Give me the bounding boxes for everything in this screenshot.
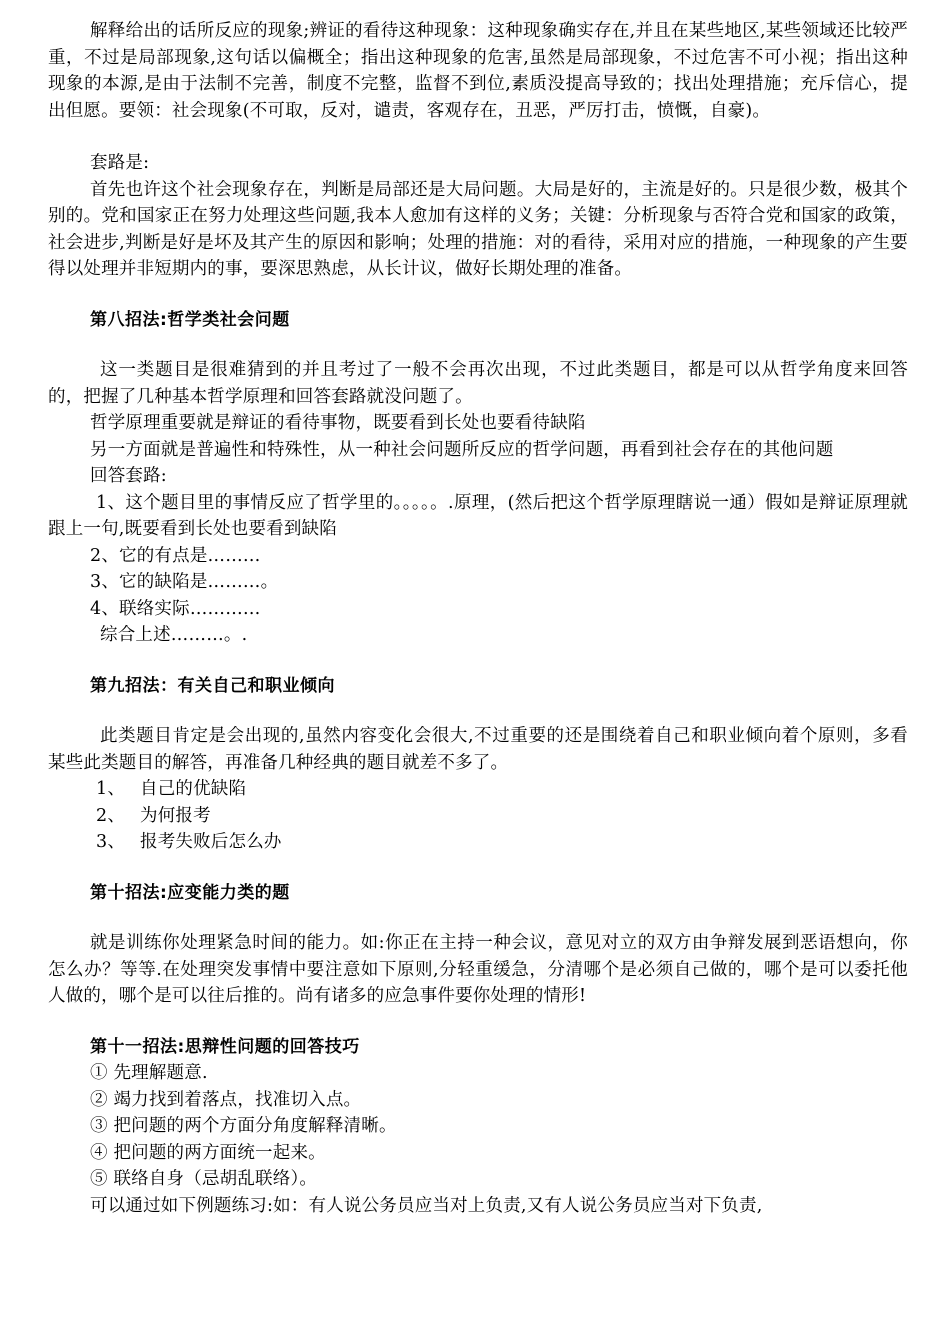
section-8-paragraph-5: 1、这个题目里的事情反应了哲学里的。。。。。.原理，(然后把这个哲学原理瞎说一通）假如是辩证原理就跟上一句,既要看到长处也要看到缺陷 (48, 492, 908, 539)
section-11-paragraph-last: 可以通过如下例题练习:如：有人说公务员应当对上负责,又有人说公务员应当对下负责, (90, 1195, 763, 1216)
document-page (48, 18, 908, 1219)
list-item-text: 为何报考 (140, 805, 211, 826)
list-item-number: 2、 (96, 805, 126, 826)
section-11-heading: 第十一招法:思辩性问题的回答技巧 (90, 1036, 360, 1057)
list-item (48, 829, 908, 856)
intro-paragraph-3: 首先也许这个社会现象存在，判断是局部还是大局问题。大局是好的，主流是好的。只是很少数，极其个别的。党和国家正在努力处理这些问题,我本人愈加有这样的义务；关键：分析现象与否符合党和国家的政策，社会进步,判断是好是坏及其产生的原因和影响；处理的措施：对的看待，采用对应的措施，一种现象的产生要得以处理并非短期内的事，要深思熟虑，从长计议，做好长期处理的准备。 (48, 179, 908, 279)
section-8-paragraph-7: 3、它的缺陷是………。 (90, 572, 279, 592)
section-8-paragraph-2: 哲学原理重要就是辩证的看待事物，既要看到长处也要看待缺陷 (90, 413, 586, 433)
list-item (48, 776, 908, 803)
list-item: ① 先理解题意. (90, 1063, 208, 1083)
section-8-paragraph-4: 回答套路: (90, 466, 167, 486)
section-10-paragraph-1: 就是训练你处理紧急时间的能力。如:你正在主持一种会议，意见对立的双方由争辩发展到恶语想向，你怎么办？等等.在处理突发事情中要注意如下原则,分轻重缓急，分清哪个是必须自己做的，哪个是可以委托他人做的，哪个是可以往后推的。尚有诸多的应急事件要你处理的情形! (48, 933, 908, 1006)
section-8-paragraph-6: 2、它的有点是……… (90, 545, 261, 566)
section-8-paragraph-1: 这一类题目是很难猜到的并且考过了一般不会再次出现，不过此类题目，都是可以从哲学角度来回答的，把握了几种基本哲学原理和回答套路就没问题了。 (48, 360, 908, 407)
list-item-text: 报考失败后怎么办 (140, 832, 282, 852)
list-item: ④ 把问题的两方面统一起来。 (90, 1142, 326, 1163)
list-item-number: 3、 (96, 832, 126, 852)
section-9-heading: 第九招法：有关自己和职业倾向 (90, 675, 335, 696)
list-item (48, 803, 908, 830)
list-item-text: 自己的优缺陷 (140, 779, 247, 799)
section-8-paragraph-3: 另一方面就是普遍性和特殊性，从一种社会问题所反应的哲学问题，再看到社会存在的其他问题 (90, 439, 834, 460)
section-8-heading: 第八招法:哲学类社会问题 (90, 309, 290, 330)
section-8-paragraph-8: 4、联络实际………… (90, 598, 261, 619)
section-9-paragraph-1: 此类题目肯定是会出现的,虽然内容变化会很大,不过重要的还是围绕着自己和职业倾向着个原则，多看某些此类题目的解答，再准备几种经典的题目就差不多了。 (48, 726, 908, 773)
section-8-paragraph-9: 综合上述………。. (100, 625, 248, 645)
list-item: ② 竭力找到着落点，找准切入点。 (90, 1089, 362, 1110)
list-item: ③ 把问题的两个方面分角度解释清晰。 (90, 1116, 397, 1136)
intro-paragraph-1: 解释给出的话所反应的现象;辨证的看待这种现象：这种现象确实存在,并且在某些地区,某些领域还比较严重，不过是局部现象,这句话以偏概全；指出这种现象的危害,虽然是局部现象，不过危害不可小视；指出这种现象的本源,是由于法制不完善，制度不完整，监督不到位,素质没提高导致的；找出处理措施；充斥信心，提出但愿。要领：社会现象(不可取，反对，谴责，客观存在，丑恶，严厉打击，愤慨，自豪)。 (48, 21, 908, 121)
list-item: ⑤ 联络自身（忌胡乱联络）。 (90, 1169, 318, 1189)
intro-paragraph-2: 套路是: (90, 153, 150, 173)
section-10-heading: 第十招法:应变能力类的题 (90, 882, 290, 903)
list-item-number: 1、 (96, 779, 126, 799)
